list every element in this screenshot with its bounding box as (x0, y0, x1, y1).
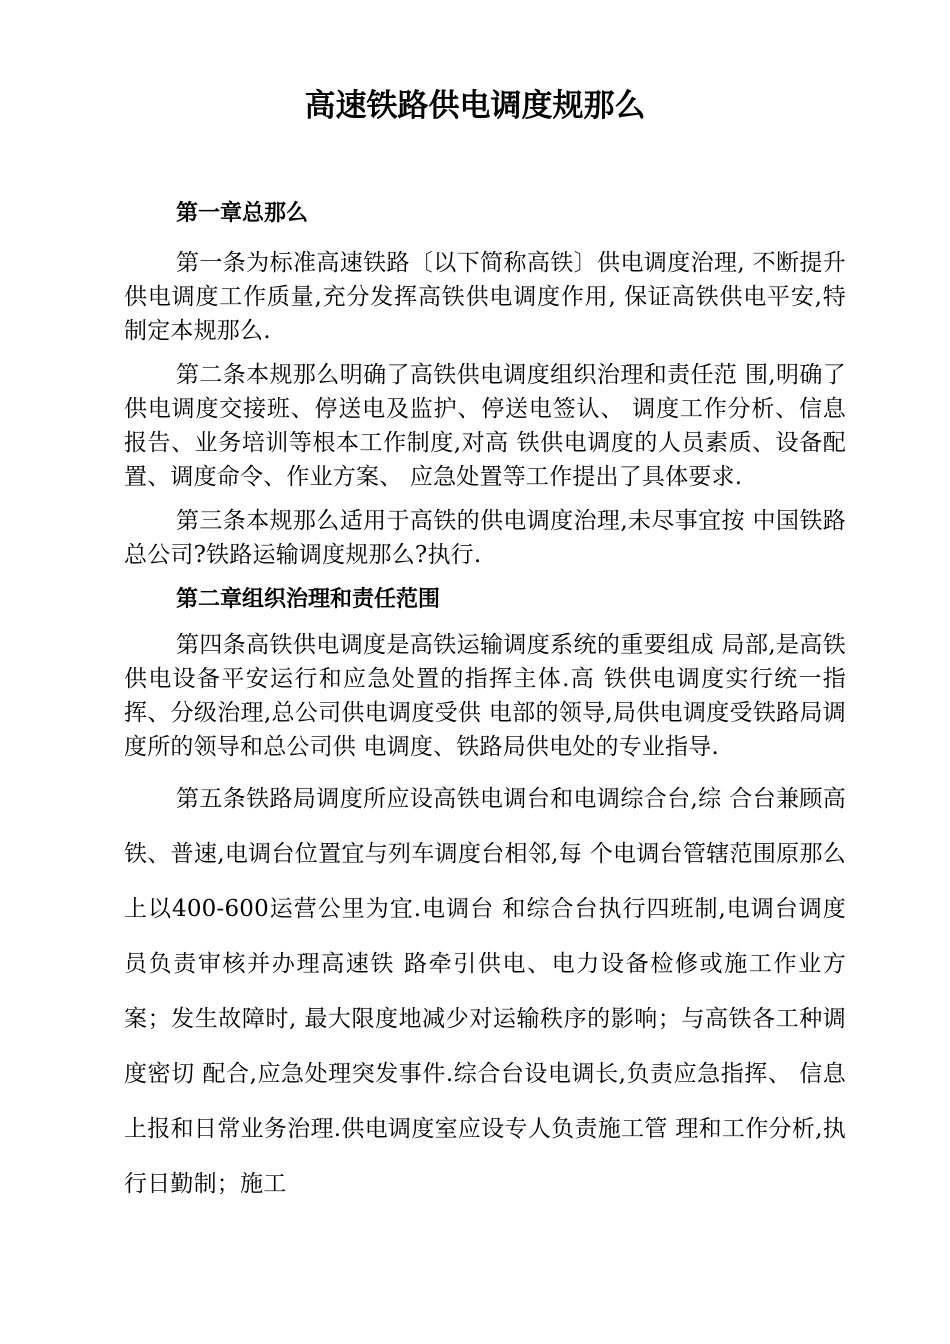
article-paragraph: 第二条本规那么明确了高铁供电调度组织治理和责任范 围,明确了供电调度交接班、停送电及监护、停送电签认、 调度工作分析、信息报告、业务培训等根本工作制度,对高 铁供电调度的人员素质、设备配置、调度命令、作业方案、 应急处置等工作提出了具体要求. (124, 362, 846, 490)
document-body (124, 196, 846, 1222)
article-paragraph: 第四条高铁供电调度是高铁运输调度系统的重要组成 局部,是高铁供电设备平安运行和应急处置的指挥主体.高 铁供电调度实行统一指挥、分级治理,总公司供电调度受供 电部的领导,局供电调度受铁路局调度所的领导和总公司供 电调度、铁路局供电处的专业指导. (124, 632, 846, 760)
chapter-heading: 第二章组织治理和责任范围 (176, 587, 441, 612)
chapter-heading: 第一章总那么 (176, 201, 309, 226)
article-paragraph: 第五条铁路局调度所应设高铁电调台和电调综合台,综 合台兼顾高铁、普速,电调台位置宜与列车调度台相邻,每 个电调台管辖范围原那么上以400-600运营公里为宜.电调台 和综合台执行四班制,电调台调度员负责审核并办理高速铁 路牵引供电、电力设备检修或施工作业方案；发生故障时, 最大限度地减少对运输秩序的影响；与高铁各工种调度密切 配合,应急处理突发事件.综合台设电调长,负责应急指挥、 信息上报和日常业务治理.供电调度室应设专人负责施工管 理和工作分析,执行日勤制；施工 (124, 786, 846, 1197)
article-paragraph: 第一条为标准高速铁路〔以下简称高铁〕供电调度治理, 不断提升供电调度工作质量,充分发挥高铁供电调度作用, 保证高铁供电平安,特制定本规那么. (124, 250, 846, 344)
article-paragraph: 第三条本规那么适用于高铁的供电调度治理,未尽事宜按 中国铁路总公司?铁路运输调度规那么?执行. (124, 508, 846, 568)
document-title: 高速铁路供电调度规那么 (304, 88, 646, 124)
